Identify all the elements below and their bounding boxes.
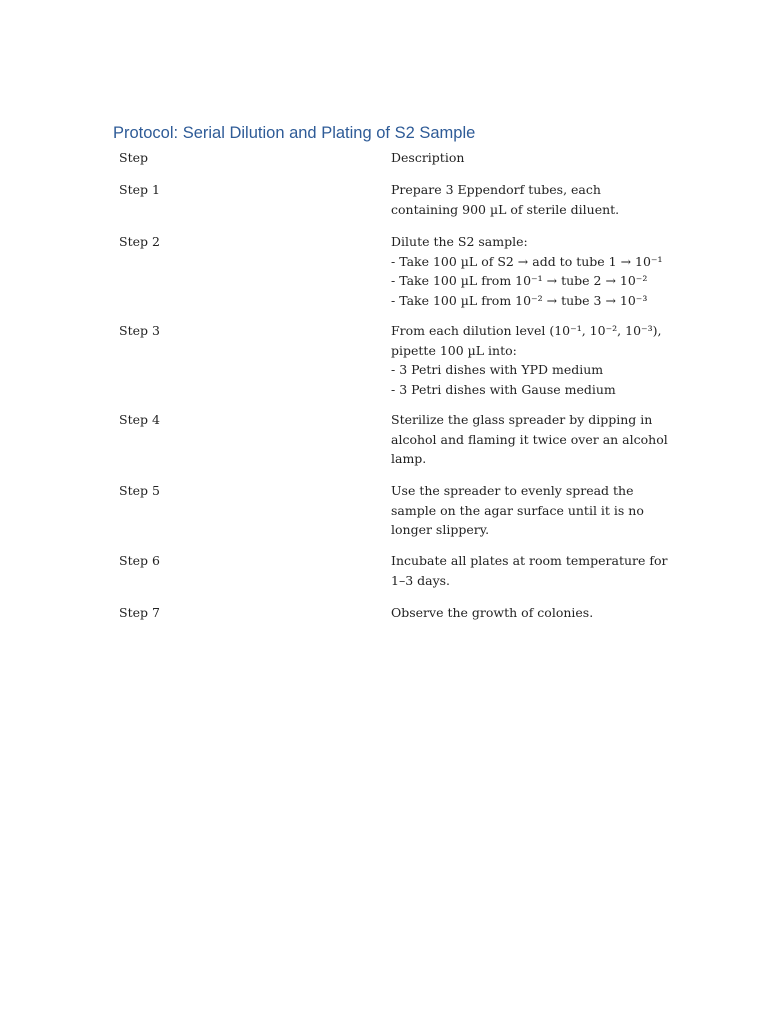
column-header-description: Description [391,150,465,165]
step-description [391,232,661,310]
description-line: - 3 Petri dishes with Gause medium [391,381,616,397]
description-line: - 3 Petri dishes with YPD medium [391,362,604,377]
description-line: 1–3 days. [391,572,451,588]
description-line: Prepare 3 Eppendorf tubes, each [391,182,601,197]
description-line: Observe the growth of colonies. [391,605,594,620]
description-line: alcohol and flaming it twice over an alcohol [391,431,668,447]
description-line: Use the spreader to evenly spread the [391,483,634,498]
step-label: Step 2 [119,234,160,249]
step-label: Step 1 [119,182,160,197]
step-description [391,180,661,219]
page-title: Protocol: Serial Dilution and Plating of S2 Sample [113,124,476,142]
step-description [391,481,661,540]
column-header-step: Step [119,150,148,165]
description-line: - Take 100 µL from 10⁻² → tube 3 → 10⁻³ [391,292,648,308]
description-line: Incubate all plates at room temperature for [391,553,668,568]
description-line: sample on the agar surface until it is no [391,502,644,518]
description-line: containing 900 µL of sterile diluent. [391,201,620,217]
description-line: Sterilize the glass spreader by dipping in [391,412,653,427]
step-description [391,410,668,469]
description-line: - Take 100 µL from 10⁻¹ → tube 2 → 10⁻² [391,273,648,288]
step-description [391,603,661,623]
step-label: Step 4 [119,412,160,427]
description-line: lamp. [391,451,427,466]
description-line: Dilute the S2 sample: [391,234,528,249]
step-description [391,321,661,399]
description-line: longer slippery. [391,522,490,537]
step-label: Step 3 [119,323,160,338]
description-line: - Take 100 µL of S2 → add to tube 1 → 10⁻¹ [391,253,663,269]
description-line: pipette 100 µL into: [391,342,517,358]
description-line: From each dilution level (10⁻¹, 10⁻², 10⁻³), [391,323,662,338]
step-label: Step 5 [119,483,160,498]
step-label: Step 6 [119,553,160,568]
step-description [391,551,668,590]
step-label: Step 7 [119,605,160,620]
